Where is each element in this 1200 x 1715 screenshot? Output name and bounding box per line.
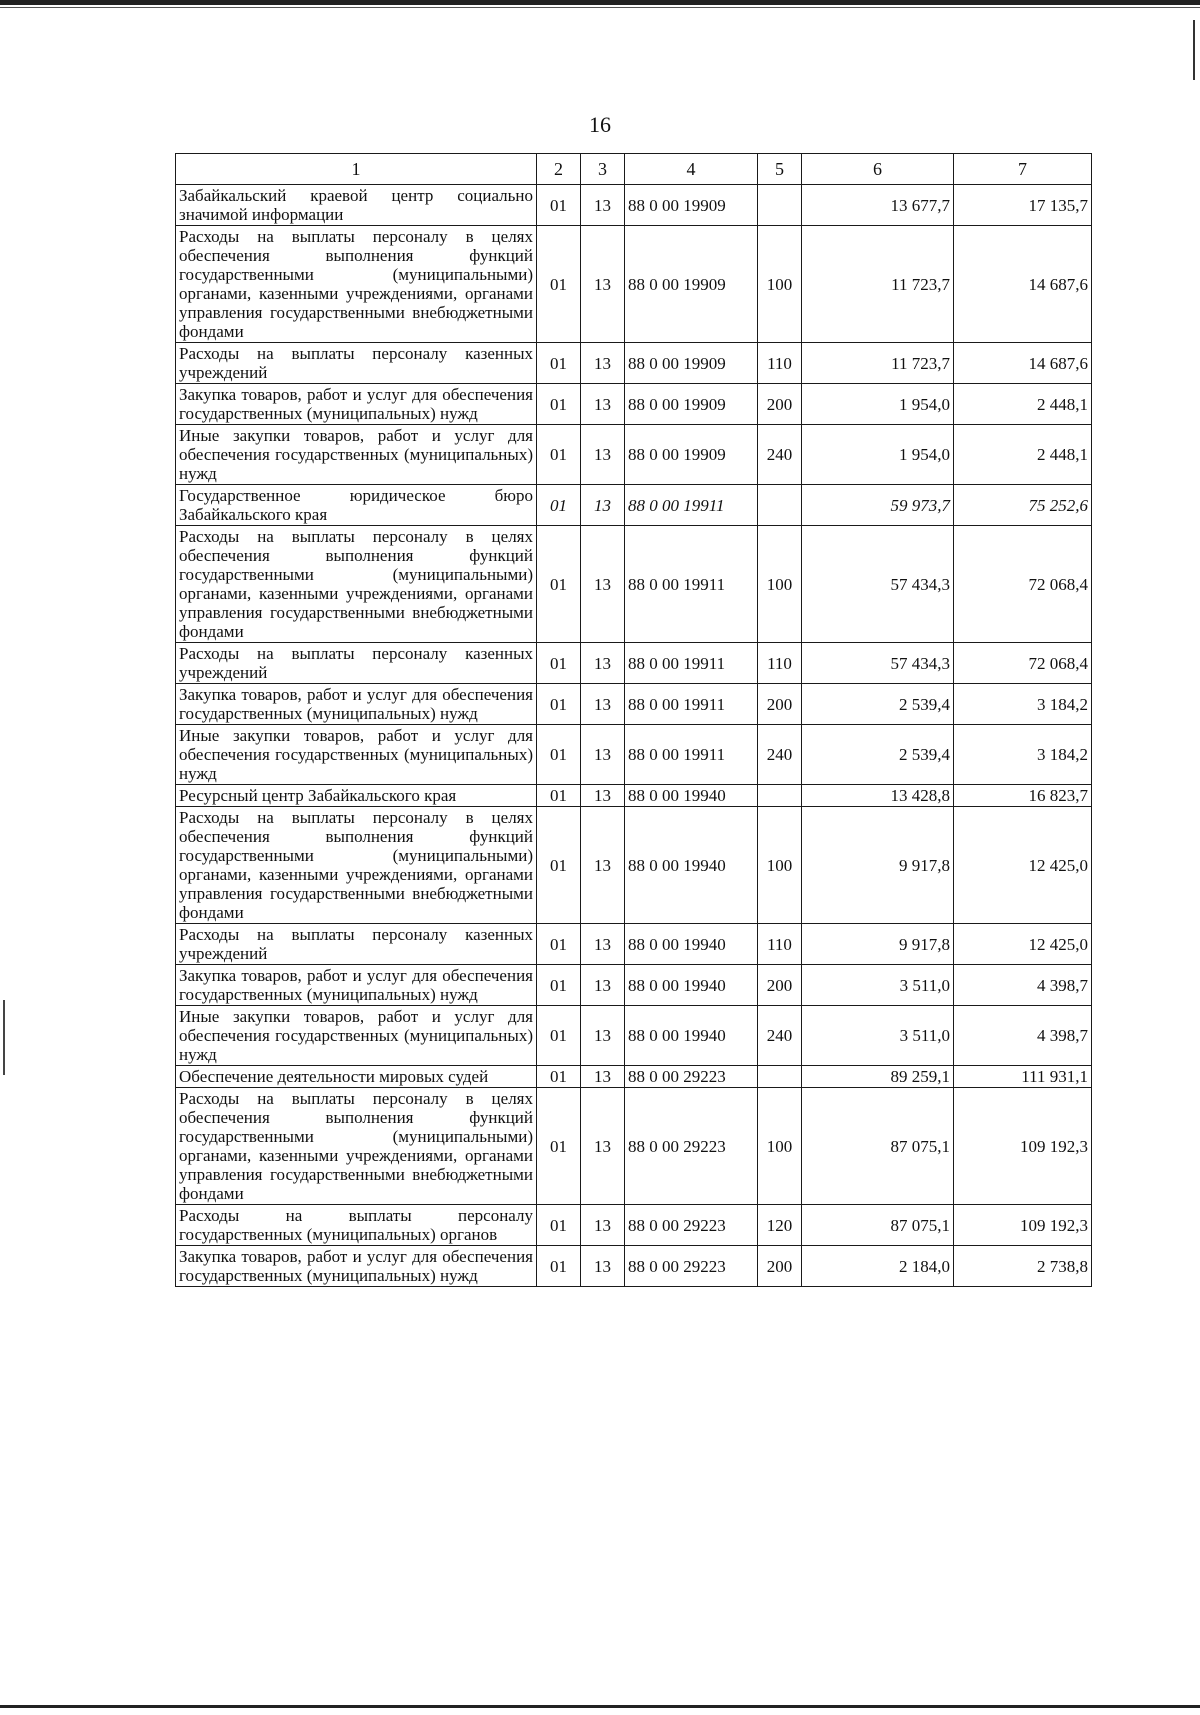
column-header: 5: [758, 154, 802, 185]
section-code-cell: 01: [537, 526, 581, 643]
subsection-code-cell: 13: [581, 1088, 625, 1205]
amount-year1-cell: 11 723,7: [802, 343, 954, 384]
expense-type-cell: 100: [758, 807, 802, 924]
amount-year2-cell: 109 192,3: [954, 1088, 1092, 1205]
section-code-cell: 01: [537, 384, 581, 425]
section-code-cell: 01: [537, 1246, 581, 1287]
subsection-code-cell: 13: [581, 785, 625, 807]
row-name-cell: Государственное юридическое бюро Забайкальского края: [176, 485, 537, 526]
expense-type-cell: 110: [758, 924, 802, 965]
target-article-cell: 88 0 00 19940: [625, 807, 758, 924]
target-article-cell: 88 0 00 19911: [625, 643, 758, 684]
section-code-cell: 01: [537, 684, 581, 725]
section-code-cell: 01: [537, 1066, 581, 1088]
table-row: [176, 343, 1092, 384]
row-name-cell: Ресурсный центр Забайкальского края: [176, 785, 537, 807]
subsection-code-cell: 13: [581, 343, 625, 384]
amount-year2-cell: 4 398,7: [954, 965, 1092, 1006]
expense-type-cell: 120: [758, 1205, 802, 1246]
amount-year1-cell: 87 075,1: [802, 1205, 954, 1246]
amount-year2-cell: 72 068,4: [954, 643, 1092, 684]
amount-year1-cell: 13 428,8: [802, 785, 954, 807]
section-code-cell: 01: [537, 1205, 581, 1246]
amount-year1-cell: 89 259,1: [802, 1066, 954, 1088]
table-row: [176, 725, 1092, 785]
expense-type-cell: 100: [758, 226, 802, 343]
amount-year2-cell: 14 687,6: [954, 226, 1092, 343]
amount-year1-cell: 13 677,7: [802, 185, 954, 226]
amount-year2-cell: 17 135,7: [954, 185, 1092, 226]
table-row: [176, 684, 1092, 725]
table-row: [176, 807, 1092, 924]
row-name-cell: Иные закупки товаров, работ и услуг для обеспечения государственных (муниципальных) нужд: [176, 1006, 537, 1066]
target-article-cell: 88 0 00 19911: [625, 684, 758, 725]
table-row: [176, 1006, 1092, 1066]
row-name-cell: Забайкальский краевой центр социально значимой информации: [176, 185, 537, 226]
row-name-cell: Расходы на выплаты персоналу в целях обеспечения выполнения функций государственными (муниципальными) органами, казенными учреждениями, органами управления государственными внебюджетными фондами: [176, 226, 537, 343]
table-header-row: [176, 154, 1092, 185]
amount-year2-cell: 12 425,0: [954, 807, 1092, 924]
row-name-cell: Обеспечение деятельности мировых судей: [176, 1066, 537, 1088]
expense-type-cell: 110: [758, 343, 802, 384]
amount-year2-cell: 109 192,3: [954, 1205, 1092, 1246]
target-article-cell: 88 0 00 19940: [625, 965, 758, 1006]
scan-edge-mark: [1193, 20, 1195, 80]
section-code-cell: 01: [537, 226, 581, 343]
section-code-cell: 01: [537, 185, 581, 226]
subsection-code-cell: 13: [581, 684, 625, 725]
expense-type-cell: 240: [758, 1006, 802, 1066]
subsection-code-cell: 13: [581, 384, 625, 425]
row-name-cell: Расходы на выплаты персоналу в целях обеспечения выполнения функций государственными (муниципальными) органами, казенными учреждениями, органами управления государственными внебюджетными фондами: [176, 1088, 537, 1205]
table-row: [176, 965, 1092, 1006]
table-row: [176, 485, 1092, 526]
row-name-cell: Закупка товаров, работ и услуг для обеспечения государственных (муниципальных) нужд: [176, 384, 537, 425]
amount-year1-cell: 57 434,3: [802, 643, 954, 684]
amount-year1-cell: 2 539,4: [802, 684, 954, 725]
table-row: [176, 526, 1092, 643]
subsection-code-cell: 13: [581, 526, 625, 643]
amount-year1-cell: 2 184,0: [802, 1246, 954, 1287]
section-code-cell: 01: [537, 1088, 581, 1205]
amount-year1-cell: 2 539,4: [802, 725, 954, 785]
expense-type-cell: 200: [758, 384, 802, 425]
amount-year1-cell: 9 917,8: [802, 924, 954, 965]
amount-year1-cell: 59 973,7: [802, 485, 954, 526]
section-code-cell: 01: [537, 965, 581, 1006]
table-body: [176, 185, 1092, 1287]
expense-type-cell: 200: [758, 965, 802, 1006]
row-name-cell: Закупка товаров, работ и услуг для обеспечения государственных (муниципальных) нужд: [176, 684, 537, 725]
amount-year1-cell: 9 917,8: [802, 807, 954, 924]
subsection-code-cell: 13: [581, 1066, 625, 1088]
amount-year2-cell: 2 738,8: [954, 1246, 1092, 1287]
expense-type-cell: 200: [758, 1246, 802, 1287]
amount-year2-cell: 111 931,1: [954, 1066, 1092, 1088]
expense-type-cell: 100: [758, 526, 802, 643]
target-article-cell: 88 0 00 19909: [625, 226, 758, 343]
column-header: 6: [802, 154, 954, 185]
expense-type-cell: [758, 185, 802, 226]
scan-top-border-line: [0, 7, 1200, 8]
subsection-code-cell: 13: [581, 485, 625, 526]
amount-year1-cell: 11 723,7: [802, 226, 954, 343]
subsection-code-cell: 13: [581, 1246, 625, 1287]
table-row: [176, 1088, 1092, 1205]
section-code-cell: 01: [537, 485, 581, 526]
expense-type-cell: 200: [758, 684, 802, 725]
amount-year1-cell: 3 511,0: [802, 1006, 954, 1066]
amount-year2-cell: 75 252,6: [954, 485, 1092, 526]
amount-year2-cell: 4 398,7: [954, 1006, 1092, 1066]
amount-year2-cell: 2 448,1: [954, 425, 1092, 485]
target-article-cell: 88 0 00 29223: [625, 1246, 758, 1287]
column-header: 7: [954, 154, 1092, 185]
page-number: 16: [589, 112, 611, 137]
amount-year2-cell: 14 687,6: [954, 343, 1092, 384]
amount-year2-cell: 3 184,2: [954, 684, 1092, 725]
budget-table: [175, 153, 1092, 1287]
subsection-code-cell: 13: [581, 185, 625, 226]
amount-year1-cell: 87 075,1: [802, 1088, 954, 1205]
target-article-cell: 88 0 00 19909: [625, 425, 758, 485]
expense-type-cell: 100: [758, 1088, 802, 1205]
table-row: [176, 1205, 1092, 1246]
table-row: [176, 785, 1092, 807]
amount-year2-cell: 72 068,4: [954, 526, 1092, 643]
row-name-cell: Расходы на выплаты персоналу казенных учреждений: [176, 643, 537, 684]
target-article-cell: 88 0 00 19909: [625, 185, 758, 226]
row-name-cell: Иные закупки товаров, работ и услуг для обеспечения государственных (муниципальных) нужд: [176, 725, 537, 785]
target-article-cell: 88 0 00 19909: [625, 343, 758, 384]
target-article-cell: 88 0 00 19940: [625, 924, 758, 965]
expense-type-cell: 240: [758, 725, 802, 785]
subsection-code-cell: 13: [581, 1006, 625, 1066]
table-row: [176, 226, 1092, 343]
table-row: [176, 425, 1092, 485]
amount-year2-cell: 3 184,2: [954, 725, 1092, 785]
target-article-cell: 88 0 00 29223: [625, 1205, 758, 1246]
expense-type-cell: [758, 1066, 802, 1088]
amount-year2-cell: 16 823,7: [954, 785, 1092, 807]
table-row: [176, 1066, 1092, 1088]
target-article-cell: 88 0 00 19909: [625, 384, 758, 425]
section-code-cell: 01: [537, 425, 581, 485]
expense-type-cell: 110: [758, 643, 802, 684]
target-article-cell: 88 0 00 29223: [625, 1088, 758, 1205]
amount-year1-cell: 1 954,0: [802, 425, 954, 485]
row-name-cell: Расходы на выплаты персоналу в целях обеспечения выполнения функций государственными (муниципальными) органами, казенными учреждениями, органами управления государственными внебюджетными фондами: [176, 526, 537, 643]
column-header: 3: [581, 154, 625, 185]
target-article-cell: 88 0 00 19911: [625, 485, 758, 526]
amount-year1-cell: 1 954,0: [802, 384, 954, 425]
section-code-cell: 01: [537, 725, 581, 785]
row-name-cell: Расходы на выплаты персоналу казенных учреждений: [176, 924, 537, 965]
subsection-code-cell: 13: [581, 425, 625, 485]
scan-top-border: [0, 0, 1200, 5]
subsection-code-cell: 13: [581, 643, 625, 684]
section-code-cell: 01: [537, 1006, 581, 1066]
row-name-cell: Расходы на выплаты персоналу казенных учреждений: [176, 343, 537, 384]
target-article-cell: 88 0 00 19940: [625, 785, 758, 807]
amount-year1-cell: 57 434,3: [802, 526, 954, 643]
expense-type-cell: [758, 785, 802, 807]
expense-type-cell: 240: [758, 425, 802, 485]
target-article-cell: 88 0 00 29223: [625, 1066, 758, 1088]
amount-year1-cell: 3 511,0: [802, 965, 954, 1006]
subsection-code-cell: 13: [581, 807, 625, 924]
table-row: [176, 185, 1092, 226]
section-code-cell: 01: [537, 343, 581, 384]
amount-year2-cell: 2 448,1: [954, 384, 1092, 425]
section-code-cell: 01: [537, 807, 581, 924]
column-header: 1: [176, 154, 537, 185]
row-name-cell: Расходы на выплаты персоналу в целях обеспечения выполнения функций государственными (муниципальными) органами, казенными учреждениями, органами управления государственными внебюджетными фондами: [176, 807, 537, 924]
row-name-cell: Закупка товаров, работ и услуг для обеспечения государственных (муниципальных) нужд: [176, 965, 537, 1006]
subsection-code-cell: 13: [581, 1205, 625, 1246]
subsection-code-cell: 13: [581, 226, 625, 343]
subsection-code-cell: 13: [581, 725, 625, 785]
row-name-cell: Иные закупки товаров, работ и услуг для обеспечения государственных (муниципальных) нужд: [176, 425, 537, 485]
expense-type-cell: [758, 485, 802, 526]
target-article-cell: 88 0 00 19911: [625, 526, 758, 643]
section-code-cell: 01: [537, 785, 581, 807]
subsection-code-cell: 13: [581, 965, 625, 1006]
table-row: [176, 1246, 1092, 1287]
scan-edge-mark-left: [3, 1000, 5, 1075]
target-article-cell: 88 0 00 19940: [625, 1006, 758, 1066]
target-article-cell: 88 0 00 19911: [625, 725, 758, 785]
section-code-cell: 01: [537, 643, 581, 684]
row-name-cell: Закупка товаров, работ и услуг для обеспечения государственных (муниципальных) нужд: [176, 1246, 537, 1287]
row-name-cell: Расходы на выплаты персоналу государственных (муниципальных) органов: [176, 1205, 537, 1246]
scan-bottom-border: [0, 1705, 1200, 1708]
table-row: [176, 384, 1092, 425]
table-row: [176, 643, 1092, 684]
column-header: 2: [537, 154, 581, 185]
column-header: 4: [625, 154, 758, 185]
amount-year2-cell: 12 425,0: [954, 924, 1092, 965]
section-code-cell: 01: [537, 924, 581, 965]
table-row: [176, 924, 1092, 965]
subsection-code-cell: 13: [581, 924, 625, 965]
